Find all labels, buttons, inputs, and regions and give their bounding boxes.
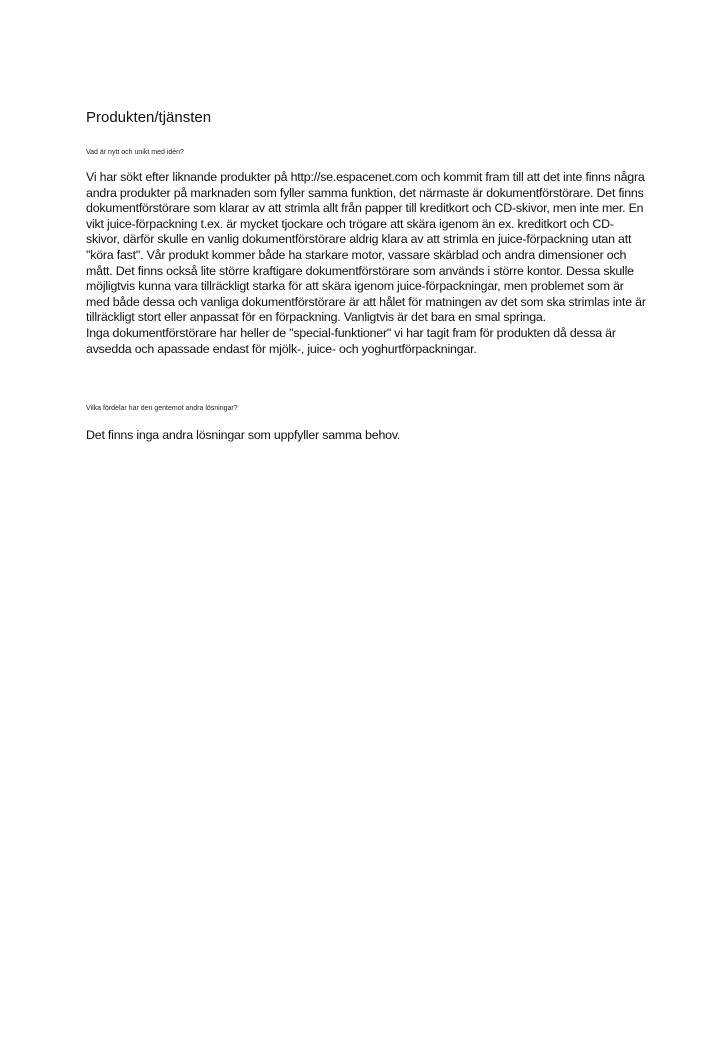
question-novelty: Vad är nytt och unikt med idén? xyxy=(86,149,184,156)
page-title: Produkten/tjänsten xyxy=(86,109,212,126)
answer-novelty-paragraph-1: Vi har sökt efter liknande produkter på http://se.espacenet.com och kommit fram till att det inte finns några andra produkter på marknaden som fyller samma funktion, det närmaste är dokumentförstörare. Det finns dokumentförstörare som klarar av att strimla allt från papper till kreditkort och CD-skivor, men inte mer. En vikt juice-förpackning t.ex. är mycket tjockare och trögare att skära igenom än ex. kreditkort och CD-skivor, därför skulle en vanlig dokumentförstörare aldrig klara av att strimla en juice-förpackning utan att "köra fast". Vår produkt kommer både ha starkare motor, vassare skärblad och andra dimensioner och mått. Det finns också lite större kraftigare dokumentförstörare som används i större kontor. Dessa skulle möjligtvis kunna vara tillräckligt starka för att skära igenom juice-förpackningar, men problemet som är med både dessa och vanliga dokumentförstörare är att hålet för matningen av det som ska strimlas inte är tillräckligt stort eller anpassat för en förpackning. Vanligtvis är det bara en smal springa. xyxy=(86,170,646,325)
document-page xyxy=(86,108,646,444)
question-advantages: Vilka fördelar har den gentemot andra lösningar? xyxy=(86,405,238,413)
answer-advantages: Det finns inga andra lösningar som uppfyller samma behov. xyxy=(86,428,401,443)
answer-novelty-paragraph-2: Inga dokumentförstörare har heller de "special-funktioner" vi har tagit fram för produkten då dessa är avsedda och apassade endast för mjölk-, juice- och yoghurtförpackningar. xyxy=(86,325,616,356)
